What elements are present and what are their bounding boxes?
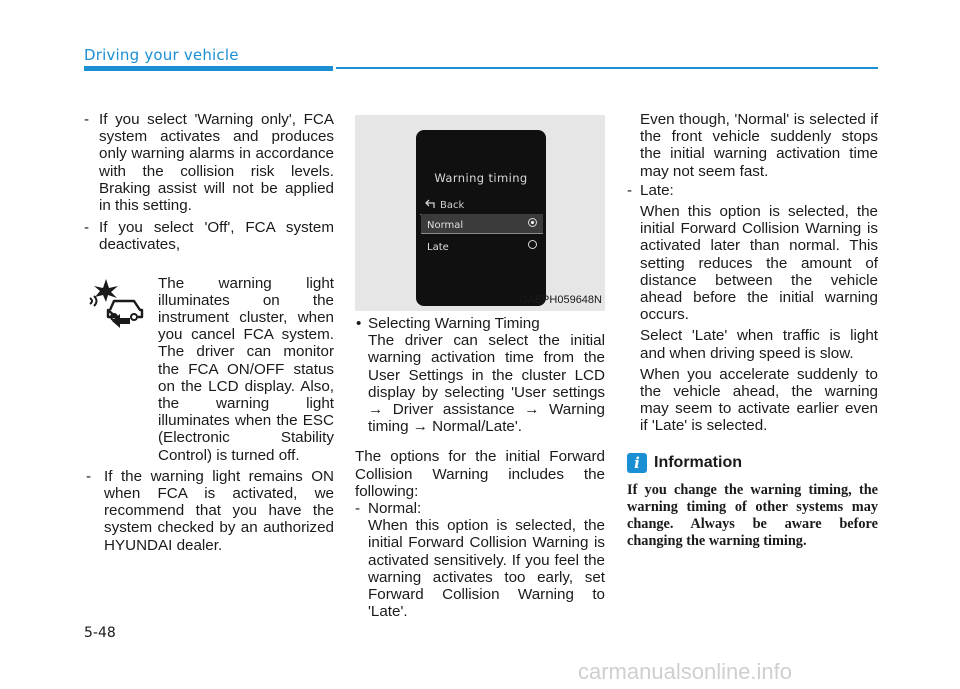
late-body-2: Select 'Late' when traffic is light and when driving speed is slow.: [640, 327, 878, 362]
list-item: [627, 182, 878, 199]
dash-marker: -: [355, 500, 361, 518]
late-label: Late:: [640, 181, 674, 199]
lcd-option-label: Late: [427, 242, 449, 253]
lcd-option-late: [421, 236, 543, 255]
radio-unselected-icon: [528, 240, 537, 249]
fca-off-warning-icon: [84, 276, 150, 330]
list-item: [84, 111, 334, 214]
bullet-body: The driver can select the initial warning activation time from the User Settings in the cluster LCD display by selecting 'User settings → Driver assistance → Warning timing → Normal/Late'.: [368, 332, 605, 436]
bullet-title: Selecting Warning Timing: [368, 315, 540, 332]
bullet-marker: •: [356, 315, 362, 332]
list-item: [84, 219, 334, 253]
radio-selected-icon: [528, 218, 537, 227]
back-arrow-icon: [424, 199, 436, 209]
header-rule-thick: [84, 66, 333, 71]
cluster-lcd-screen: [416, 130, 546, 306]
lcd-title: Warning timing: [434, 171, 528, 185]
dash-marker: -: [84, 111, 90, 128]
dash-marker: -: [84, 219, 90, 237]
info-icon: i: [627, 453, 647, 473]
lcd-figure: [355, 115, 605, 311]
information-body: If you change the warning timing, the warning timing of other systems may change. Always be aware before changing the warning timing.: [627, 481, 878, 549]
column-3: [627, 111, 878, 550]
watermark-text: carmanualsonline.info: [578, 659, 793, 684]
lcd-option-label: Normal: [427, 220, 464, 231]
dash-marker: -: [86, 467, 92, 485]
page-number: 5-48: [84, 625, 116, 641]
figure-code: OAEPH059648N: [518, 293, 602, 306]
information-header: [627, 453, 878, 475]
column-2: [355, 115, 605, 620]
late-body-1: When this option is selected, the initial Forward Collision Warning is activated later than normal. This setting reduces the amount of distance between the vehicle ahead before the initial warning occurs.: [640, 203, 878, 324]
dealer-note-text: If the warning light remains ON when FCA is activated, we recommend that you have the system checked by an authorized HYUNDAI dealer.: [104, 467, 334, 554]
lcd-back-row: [424, 197, 540, 213]
warning-light-text: The warning light illuminates on the instrument cluster, when you cancel FCA system. The driver can monitor the FCA ON/OFF status on the LCD display. Also, the warning light illuminates when the ESC (Electronic Stability Control) is turned off.: [158, 274, 334, 464]
column-1: [84, 111, 334, 559]
list-item: [355, 315, 605, 435]
warning-light-block: [84, 275, 334, 464]
section-title: Driving your vehicle: [84, 46, 239, 64]
lcd-option-normal: [421, 214, 543, 234]
list-item: [355, 500, 605, 620]
lcd-back-label: Back: [440, 200, 465, 211]
normal-continued: Even though, 'Normal' is selected if the front vehicle suddenly stops the initial warning activation time may not seem fast.: [640, 111, 878, 180]
off-text: If you select 'Off', FCA system deactivates,: [99, 219, 334, 254]
normal-label: Normal:: [368, 500, 422, 518]
normal-body: When this option is selected, the initial Forward Collision Warning is activated sensitively. If you feel the warning activates too early, set Forward Collision Warning to 'Late'.: [368, 517, 605, 621]
options-intro: The options for the initial Forward Collision Warning includes the following:: [355, 448, 605, 500]
list-item: [84, 468, 334, 554]
information-title: Information: [654, 453, 742, 471]
dash-marker: -: [627, 181, 633, 199]
warning-only-text: If you select 'Warning only', FCA system activates and produces only warning alarms in accordance with the collision risk levels. Braking assist will not be applied in this setting.: [99, 111, 334, 215]
header-rule-thin: [336, 67, 878, 69]
late-body-3: When you accelerate suddenly to the vehicle ahead, the warning may seem to activate earlier even if 'Late' is selected.: [640, 365, 878, 435]
